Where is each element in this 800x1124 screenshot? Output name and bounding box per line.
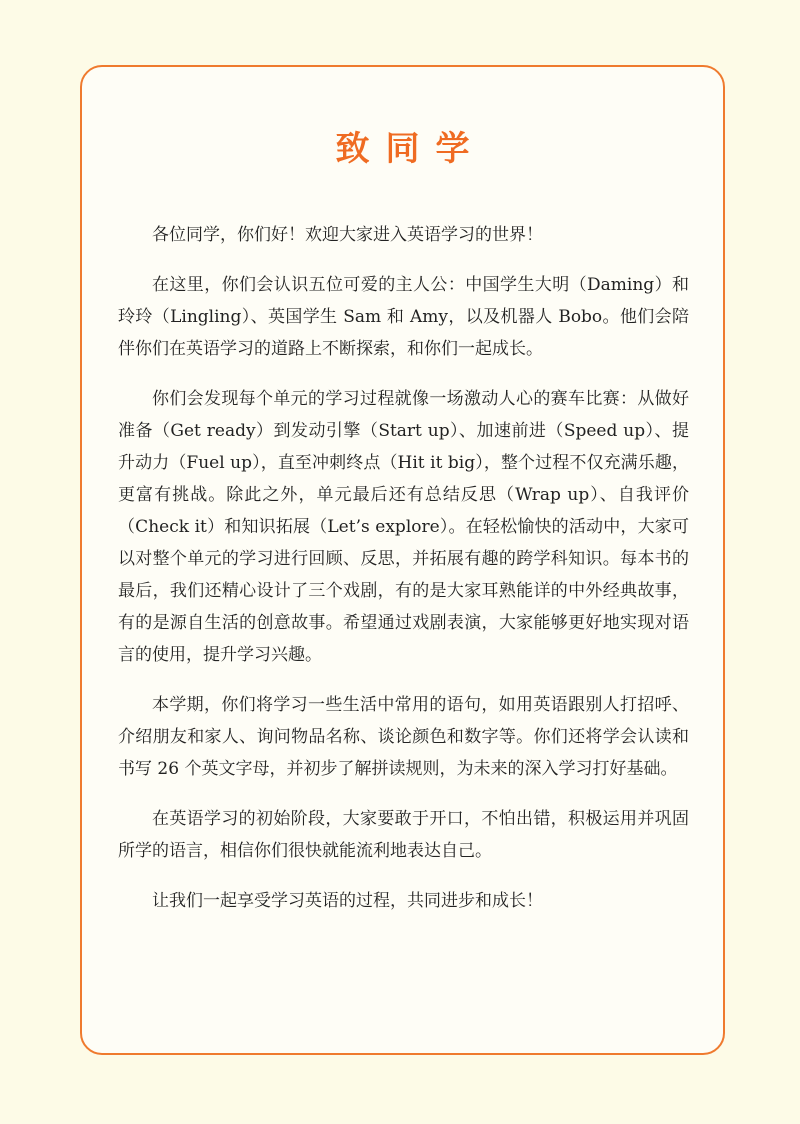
paragraph-unit-structure: 你们会发现每个单元的学习过程就像一场激动人心的赛车比赛：从做好准备（Get ready）到发动引擎（Start up）、加速前进（Speed up）、提升动力（Fuel up），直至冲刺终点（Hit it big），整个过程不仅充满乐趣，更富有挑战。除此之外，单元最后还有总结反思（Wrap up）、自我评价（Check it）和知识拓展（Let’s explore）。在轻松愉快的活动中，大家可以对整个单元的学习进行回顾、反思，并拓展有趣的跨学科知识。每本书的最后，我们还精心设计了三个戏剧，有的是大家耳熟能详的中外经典故事，有的是源自生活的创意故事。希望通过戏剧表演，大家能够更好地实现对语言的使用，提升学习兴趣。 <box>118 389 689 665</box>
paragraph-semester-goals: 本学期，你们将学习一些生活中常用的语句，如用英语跟别人打招呼、介绍朋友和家人、询问物品名称、谈论颜色和数字等。你们还将学会认读和书写 26 个英文字母，并初步了解拼读规则，为未来的深入学习打好基础。 <box>118 695 689 779</box>
letter-body <box>118 219 689 935</box>
paragraph-greeting: 各位同学，你们好！欢迎大家进入英语学习的世界！ <box>152 225 543 245</box>
letter-title: 致同学 <box>335 129 486 169</box>
paragraph-characters: 在这里，你们会认识五位可爱的主人公：中国学生大明（Daming）和玲玲（Lingling）、英国学生 Sam 和 Amy，以及机器人 Bobo。他们会陪伴你们在英语学习的道路上不断探索，和你们一起成长。 <box>118 275 689 359</box>
letter-frame <box>80 65 725 1055</box>
paragraph-encouragement: 在英语学习的初始阶段，大家要敢于开口，不怕出错，积极运用并巩固所学的语言，相信你们很快就能流利地表达自己。 <box>118 809 689 861</box>
paragraph-closing: 让我们一起享受学习英语的过程，共同进步和成长！ <box>152 891 543 911</box>
